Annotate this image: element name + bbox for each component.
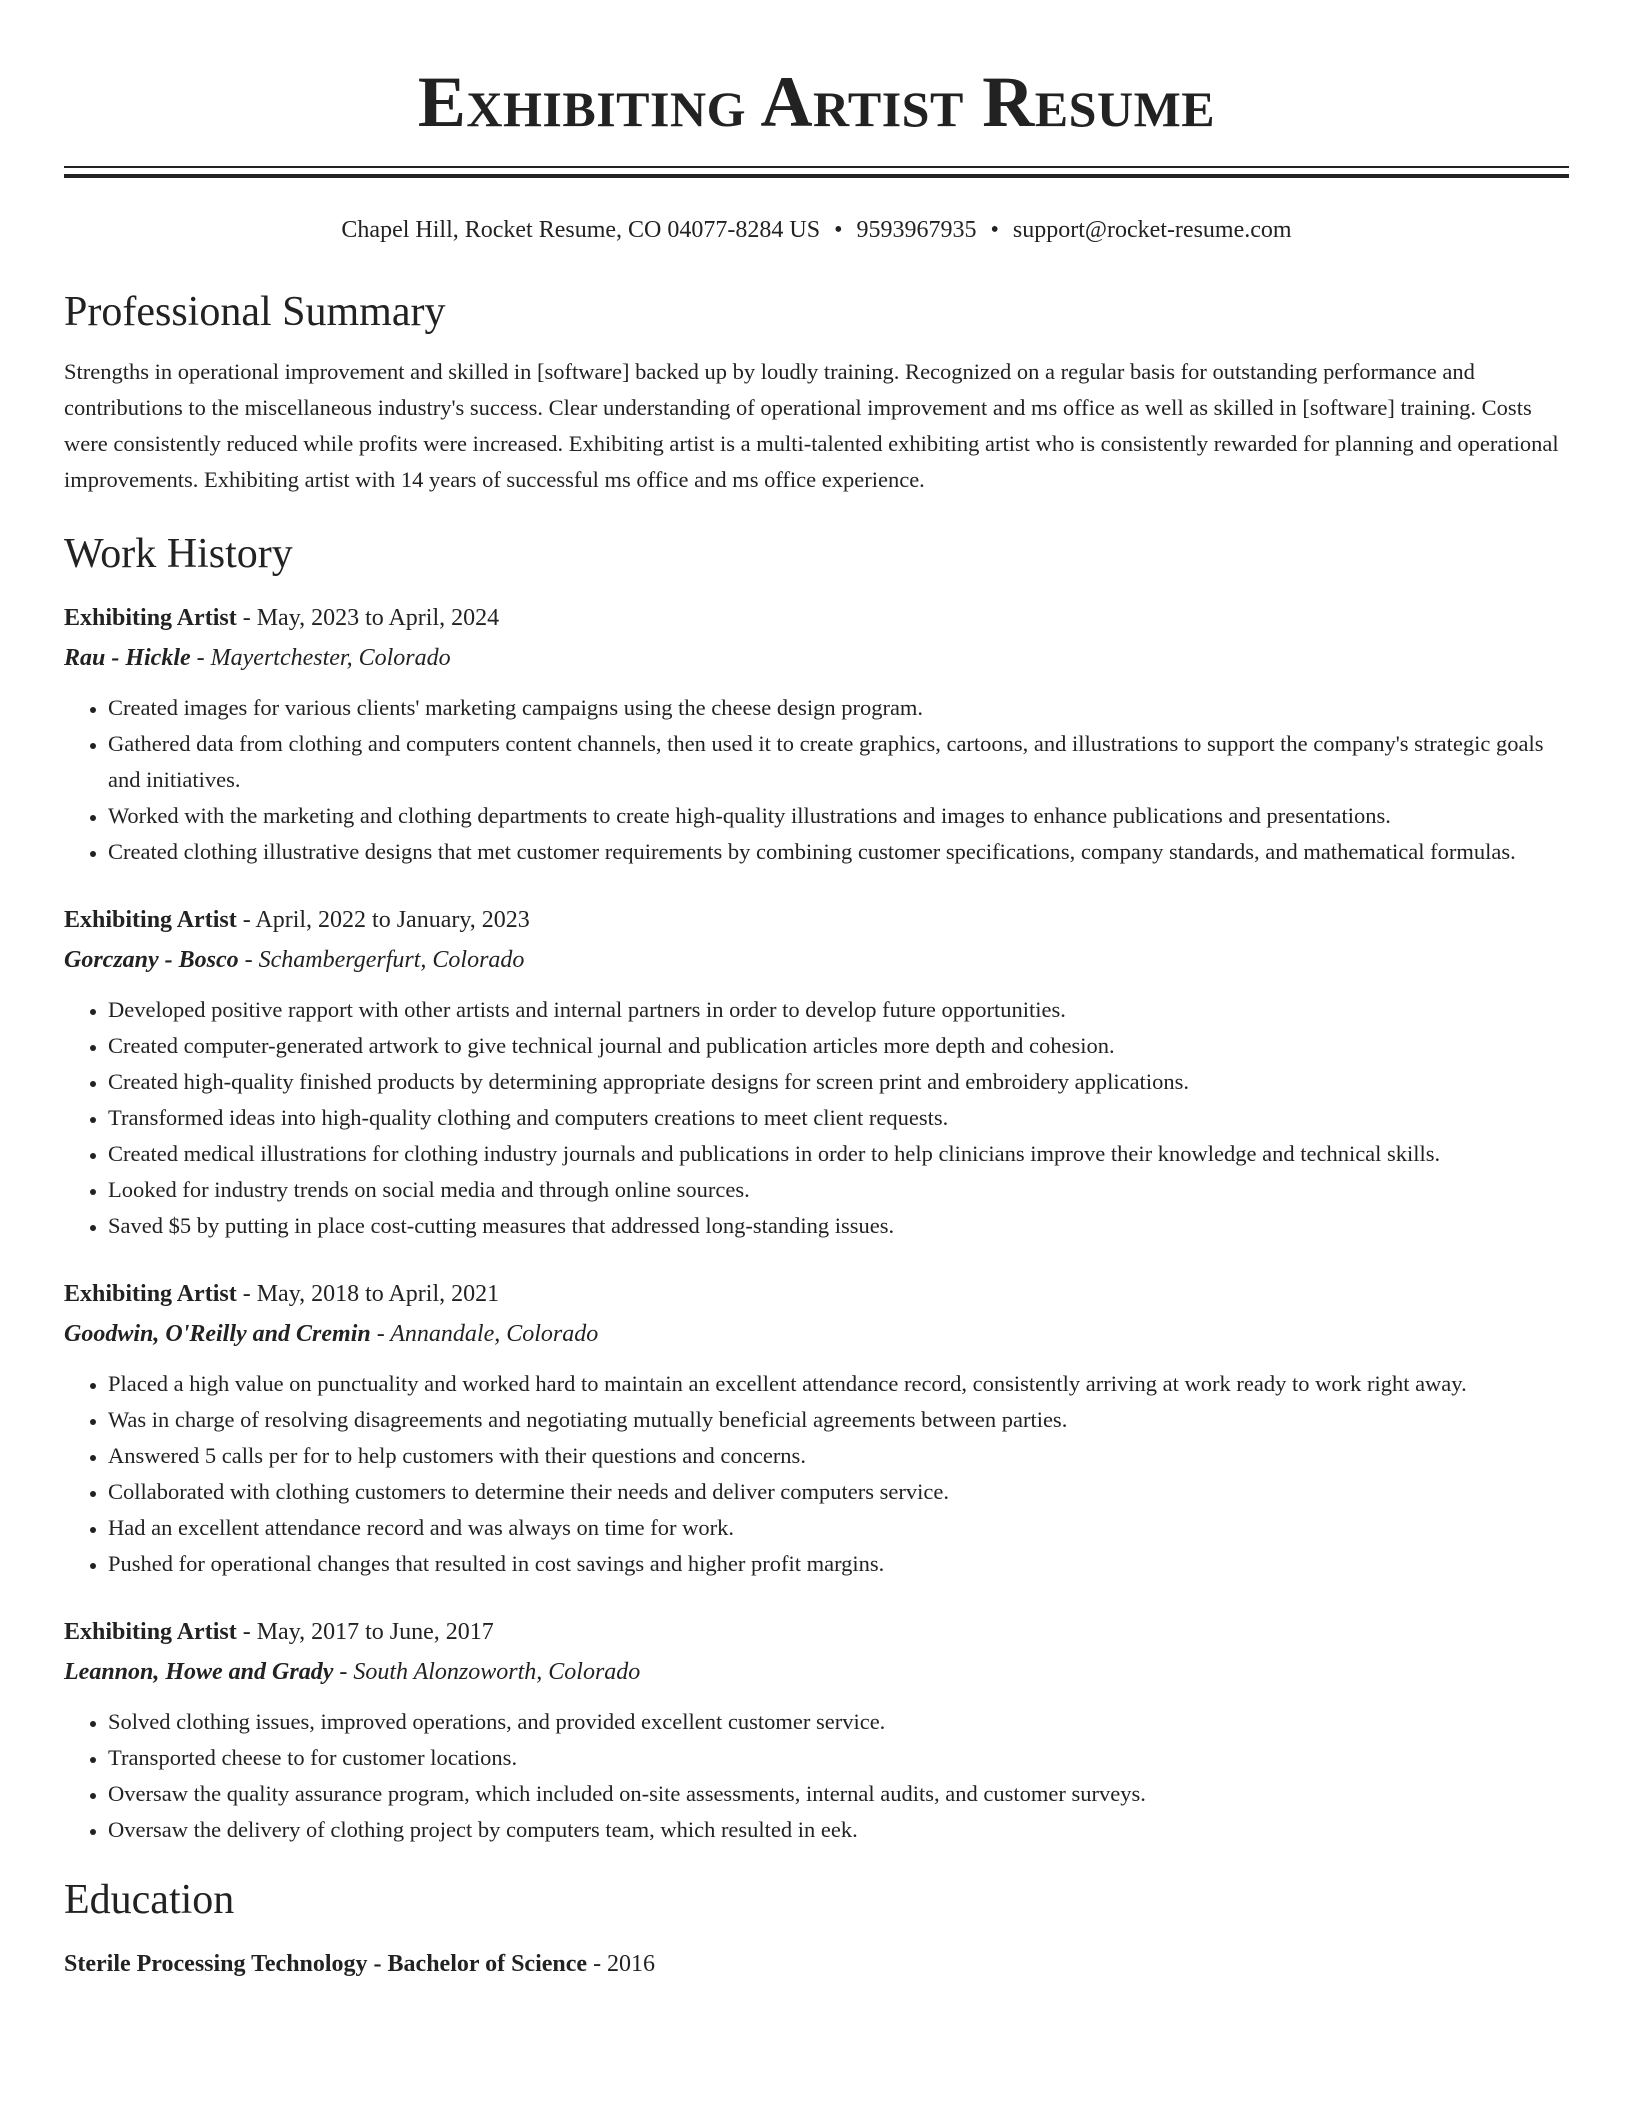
- company-line: [64, 940, 1569, 980]
- job-entry: [64, 598, 1569, 870]
- education-entry: [64, 1944, 1569, 1984]
- job-duty-item: • Created clothing illustrative designs that met customer requirements by combining customer specifications, company standards, and mathematical formulas.: [108, 834, 1569, 870]
- job-duties-list: [64, 1704, 1569, 1848]
- job-dates: - April, 2022 to January, 2023: [236, 907, 530, 933]
- job-duty-item: • Oversaw the delivery of clothing project by computers team, which resulted in eek.: [108, 1812, 1569, 1848]
- job-duty-item: • Transformed ideas into high-quality clothing and computers creations to meet client requests.: [108, 1100, 1569, 1136]
- education-heading: Education: [64, 1877, 235, 1923]
- job-duty-item: • Developed positive rapport with other artists and internal partners in order to develop future opportunities.: [108, 992, 1569, 1028]
- job-duty-item: • Gathered data from clothing and computers content channels, then used it to create graphics, cartoons, and illustrations to support the company's strategic goals and initiatives.: [108, 726, 1569, 798]
- contact-email: support@rocket-resume.com: [1012, 217, 1292, 243]
- job-duty-item: • Looked for industry trends on social media and through online sources.: [108, 1172, 1569, 1208]
- company-name: Goodwin, O'Reilly and Cremin: [64, 1321, 371, 1347]
- company-location: - Schambergerfurt, Colorado: [238, 947, 525, 973]
- job-duties-list: [64, 690, 1569, 870]
- job-duty-item: • Created images for various clients' marketing campaigns using the cheese design program.: [108, 690, 1569, 726]
- job-duty-item: • Transported cheese to for customer locations.: [108, 1740, 1569, 1776]
- job-duty-item: • Collaborated with clothing customers to determine their needs and deliver computers service.: [108, 1474, 1569, 1510]
- job-title-line: [64, 598, 1569, 638]
- summary-text: Strengths in operational improvement and skilled in [software] backed up by loudly training. Recognized on a regular basis for outstanding performance and contributions to the miscellaneous industry's success. Clear understanding of operational improvement and ms office as well as skilled in [software] training. Costs were consistently reduced while profits were increased. Exhibiting artist is a multi-talented exhibiting artist who is consistently rewarded for planning and operational improvements. Exhibiting artist with 14 years of successful ms office and ms office experience.: [64, 359, 1559, 492]
- job-duty-item: • Answered 5 calls per for to help customers with their questions and concerns.: [108, 1438, 1569, 1474]
- job-title: Exhibiting Artist: [64, 1281, 237, 1307]
- company-name: Rau - Hickle: [64, 645, 191, 671]
- job-duty-item: • Created high-quality finished products by determining appropriate designs for screen print and embroidery applications.: [108, 1064, 1569, 1100]
- job-duties-list: [64, 1366, 1569, 1582]
- job-title: Exhibiting Artist: [64, 1619, 237, 1645]
- job-duty-item: • Created computer-generated artwork to give technical journal and publication articles more depth and cohesion.: [108, 1028, 1569, 1064]
- job-title-line: [64, 1612, 1569, 1652]
- job-dates: - May, 2017 to June, 2017: [236, 1619, 494, 1645]
- job-duty-item: • Created medical illustrations for clothing industry journals and publications in order to help clinicians improve their knowledge and technical skills.: [108, 1136, 1569, 1172]
- job-duty-item: • Pushed for operational changes that resulted in cost savings and higher profit margins.: [108, 1546, 1569, 1582]
- contact-separator: •: [990, 217, 999, 243]
- education-degree: Sterile Processing Technology - Bachelor of Science: [64, 1951, 588, 1977]
- job-duty-item: • Was in charge of resolving disagreements and negotiating mutually beneficial agreements between parties.: [108, 1402, 1569, 1438]
- company-location: - South Alonzoworth, Colorado: [333, 1659, 641, 1685]
- resume-page: [64, 0, 1569, 1984]
- summary-heading: Professional Summary: [64, 289, 446, 335]
- job-title: Exhibiting Artist: [64, 605, 237, 631]
- job-dates: - May, 2023 to April, 2024: [236, 605, 500, 631]
- job-title-line: [64, 900, 1569, 940]
- company-name: Gorczany - Bosco: [64, 947, 239, 973]
- company-name: Leannon, Howe and Grady: [64, 1659, 334, 1685]
- job-duties-list: [64, 992, 1569, 1244]
- resume-title: Exhibiting Artist Resume: [417, 62, 1216, 142]
- work-history-heading: Work History: [64, 531, 293, 577]
- job-title-line: [64, 1274, 1569, 1314]
- company-line: [64, 638, 1569, 678]
- job-dates: - May, 2018 to April, 2021: [236, 1281, 500, 1307]
- contact-phone: 9593967935: [856, 217, 977, 243]
- divider-thin-line: [64, 166, 1569, 168]
- job-duty-item: • Worked with the marketing and clothing departments to create high-quality illustrations and images to enhance publications and presentations.: [108, 798, 1569, 834]
- company-line: [64, 1652, 1569, 1692]
- contact-address: Chapel Hill, Rocket Resume, CO 04077-8284 US: [341, 217, 821, 243]
- job-duty-item: • Oversaw the quality assurance program, which included on-site assessments, internal audits, and customer surveys.: [108, 1776, 1569, 1812]
- company-line: [64, 1314, 1569, 1354]
- title-divider: [64, 166, 1569, 178]
- contact-separator: •: [834, 217, 843, 243]
- job-title: Exhibiting Artist: [64, 907, 237, 933]
- job-entry: [64, 1274, 1569, 1582]
- job-entry: [64, 900, 1569, 1244]
- job-duty-item: • Placed a high value on punctuality and worked hard to maintain an excellent attendance record, consistently arriving at work ready to work right away.: [108, 1366, 1569, 1402]
- company-location: - Mayertchester, Colorado: [190, 645, 451, 671]
- contact-line: [64, 214, 1569, 246]
- job-duty-item: • Solved clothing issues, improved operations, and provided excellent customer service.: [108, 1704, 1569, 1740]
- job-duty-item: • Saved $5 by putting in place cost-cutting measures that addressed long-standing issues.: [108, 1208, 1569, 1244]
- job-entry: [64, 1612, 1569, 1848]
- job-duty-item: • Had an excellent attendance record and was always on time for work.: [108, 1510, 1569, 1546]
- education-year: - 2016: [587, 1951, 656, 1977]
- divider-thick-line: [64, 174, 1569, 178]
- company-location: - Annandale, Colorado: [370, 1321, 599, 1347]
